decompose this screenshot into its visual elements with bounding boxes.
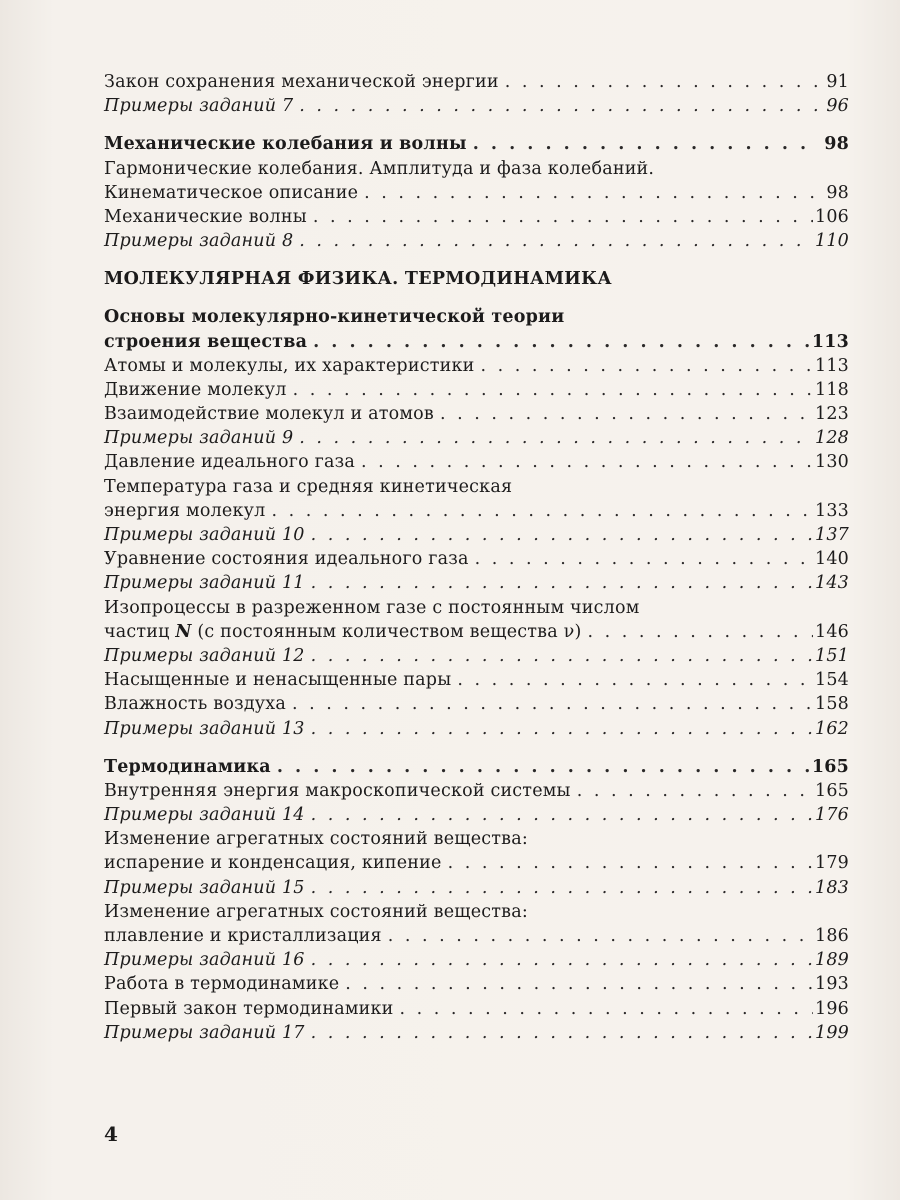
toc-entry-title: Движение молекул	[104, 379, 287, 400]
toc-leader-dots	[311, 1023, 813, 1043]
toc-entry	[104, 974, 849, 998]
toc-entry	[104, 781, 849, 805]
toc-entry-page: 96	[826, 96, 849, 117]
toc-leader-dots	[475, 549, 813, 569]
toc-entry-page: 118	[814, 379, 849, 400]
toc-leader-dots	[299, 231, 813, 251]
toc-entry-page: 154	[814, 670, 849, 691]
toc-entry-page: 128	[814, 428, 849, 449]
toc-entry	[104, 622, 849, 646]
toc-entry-title: Примеры заданий 9	[104, 428, 294, 449]
page-number: 4	[104, 1122, 118, 1146]
toc-entry-page: 165	[811, 756, 849, 777]
toc-entry-page: 123	[814, 404, 849, 425]
toc-entry	[104, 231, 849, 255]
toc-entry-wrapped-line: Изопроцессы в разреженном газе с постоянным числом	[104, 597, 640, 618]
toc-entry-title: частиц N (с постоянным количеством вещества ν)	[104, 621, 582, 642]
toc-heading-mkt-line1: Основы молекулярно-кинетической теории	[104, 307, 565, 328]
toc-entry-page: 151	[814, 645, 849, 666]
toc-entry-title: Механические волны	[104, 206, 307, 227]
toc-group	[104, 183, 849, 256]
toc-entry	[104, 501, 849, 525]
toc-entry	[104, 670, 849, 694]
toc-entry	[104, 549, 849, 573]
toc-group	[104, 950, 849, 1047]
toc-entry-page: 110	[814, 231, 849, 252]
toc-entry-title: Закон сохранения механической энергии	[104, 72, 499, 92]
toc-entry	[104, 950, 849, 974]
toc-leader-dots	[311, 950, 813, 970]
toc-entry-title: Работа в термодинамике	[104, 974, 340, 995]
toc-entry	[104, 926, 849, 950]
toc-leader-dots	[277, 757, 810, 777]
toc-leader-dots	[473, 134, 817, 154]
toc-entry-wrapped-line: Изменение агрегатных состояний вещества:	[104, 901, 528, 922]
section-title: МОЛЕКУЛЯРНАЯ ФИЗИКА. ТЕРМОДИНАМИКА	[104, 269, 612, 290]
toc-leader-dots	[293, 380, 813, 400]
toc-entry-page: 162	[814, 718, 849, 739]
toc-entry	[104, 1023, 849, 1047]
toc-leader-dots	[364, 183, 817, 203]
toc-leader-dots	[400, 999, 813, 1019]
toc-heading-thermodynamics	[104, 757, 849, 781]
toc-entry-page: 91	[826, 72, 849, 92]
toc-entry-title: Механические колебания и волны	[104, 134, 467, 155]
toc-entry-page: 137	[814, 525, 849, 545]
toc-leader-dots	[480, 356, 813, 376]
toc-leader-dots	[361, 452, 813, 472]
toc-entry-title: Первый закон термодинамики	[104, 998, 394, 1019]
toc-entry	[104, 207, 849, 231]
toc-entry-title: Примеры заданий 16	[104, 950, 305, 971]
toc-entry-title: Насыщенные и ненасыщенные пары	[104, 670, 452, 691]
toc-leader-dots	[299, 96, 817, 116]
toc-entry-page: 176	[814, 805, 849, 826]
toc-entry-title: Атомы и молекулы, их характеристики	[104, 355, 475, 376]
toc-leader-dots	[577, 781, 813, 801]
toc-entry-title: Термодинамика	[104, 756, 271, 777]
toc-group	[104, 781, 849, 829]
toc-entry-wrapped-line: Изменение агрегатных состояний вещества:	[104, 829, 528, 850]
toc-entry-title: энергия молекул	[104, 500, 266, 521]
toc-entry-title: Примеры заданий 11	[104, 573, 305, 594]
toc-group	[104, 356, 849, 477]
toc-entry-page: 143	[814, 573, 849, 594]
toc-leader-dots	[313, 207, 813, 227]
toc-entry-page: 158	[814, 694, 849, 715]
toc-entry	[104, 805, 849, 829]
table-of-contents	[104, 72, 849, 1047]
toc-entry-page: 199	[814, 1022, 849, 1043]
toc-leader-dots	[345, 974, 813, 994]
toc-entry-title: Уравнение состояния идеального газа	[104, 549, 469, 570]
toc-entry-page: 98	[824, 134, 849, 155]
toc-group	[104, 646, 849, 743]
toc-leader-dots	[440, 404, 813, 424]
toc-entry	[104, 380, 849, 404]
toc-entry-title: Давление идеального газа	[104, 452, 355, 473]
toc-entry-page: 98	[826, 182, 849, 203]
toc-leader-dots	[299, 428, 813, 448]
toc-entry	[104, 694, 849, 718]
toc-entry-page: 183	[814, 877, 849, 898]
toc-entry-title: плавление и кристаллизация	[104, 926, 382, 946]
toc-entry-title: Кинематическое описание	[104, 182, 359, 203]
toc-entry-title: Примеры заданий 17	[104, 1022, 305, 1043]
toc-entry	[104, 573, 849, 597]
toc-group	[104, 878, 849, 902]
toc-entry-title: Взаимодействие молекул и атомов	[104, 404, 434, 425]
toc-entry-page: 140	[814, 549, 849, 570]
toc-entry-title: Внутренняя энергия макроскопической системы	[104, 780, 571, 801]
toc-entry	[104, 999, 849, 1023]
toc-entry	[104, 404, 849, 428]
toc-group	[104, 525, 849, 598]
toc-entry-title: Примеры заданий 15	[104, 877, 305, 898]
toc-entry	[104, 646, 849, 670]
toc-entry-title: Влажность воздуха	[104, 694, 286, 715]
toc-entry	[104, 878, 849, 902]
toc-entry-wrapped-line: Температура газа и средняя кинетическая	[104, 476, 513, 497]
toc-leader-dots	[311, 525, 813, 545]
toc-entry-title: Примеры заданий 10	[104, 525, 305, 545]
toc-entry-page: 113	[811, 331, 849, 352]
toc-entry	[104, 96, 849, 120]
toc-entry-page: 146	[814, 621, 849, 642]
toc-entry-title: испарение и конденсация, кипение	[104, 853, 442, 874]
toc-entry	[104, 853, 849, 877]
toc-heading-mkt-line2	[104, 332, 849, 356]
toc-entry	[104, 356, 849, 380]
toc-entry-page: 189	[814, 950, 849, 971]
toc-group	[104, 72, 849, 120]
toc-entry	[104, 72, 849, 96]
toc-entry-page: 133	[814, 500, 849, 521]
toc-entry-page: 186	[814, 926, 849, 946]
toc-entry-title: Примеры заданий 7	[104, 96, 294, 117]
toc-leader-dots	[311, 805, 813, 825]
toc-leader-dots	[448, 853, 813, 873]
toc-entry-page: 130	[814, 452, 849, 473]
toc-leader-dots	[587, 622, 813, 642]
toc-entry-title: строения вещества	[104, 331, 308, 352]
toc-leader-dots	[311, 719, 813, 739]
toc-leader-dots	[457, 670, 813, 690]
toc-leader-dots	[271, 501, 813, 521]
toc-leader-dots	[311, 646, 813, 666]
toc-entry-page: 106	[814, 206, 849, 227]
toc-entry-page: 165	[814, 780, 849, 801]
toc-entry-page: 193	[814, 974, 849, 995]
toc-entry-title: Примеры заданий 12	[104, 645, 305, 666]
toc-leader-dots	[292, 694, 813, 714]
toc-leader-dots	[313, 332, 810, 352]
toc-entry-title: Примеры заданий 13	[104, 718, 305, 739]
toc-entry	[104, 525, 849, 549]
toc-entry-title: Примеры заданий 8	[104, 231, 294, 252]
toc-entry-page: 196	[814, 998, 849, 1019]
toc-entry-wrapped-line: Гармонические колебания. Амплитуда и фаза колебаний.	[104, 158, 655, 179]
toc-entry	[104, 719, 849, 743]
toc-leader-dots	[505, 72, 817, 92]
toc-entry-page: 179	[814, 853, 849, 874]
toc-entry	[104, 428, 849, 452]
toc-leader-dots	[388, 926, 813, 946]
toc-entry	[104, 183, 849, 207]
toc-heading-mechanical-oscillations	[104, 134, 849, 158]
toc-entry-page: 113	[814, 355, 849, 376]
toc-entry	[104, 452, 849, 476]
toc-leader-dots	[311, 878, 813, 898]
variable-n: N	[175, 621, 192, 642]
toc-entry-title: Примеры заданий 14	[104, 805, 305, 826]
toc-leader-dots	[311, 573, 813, 593]
